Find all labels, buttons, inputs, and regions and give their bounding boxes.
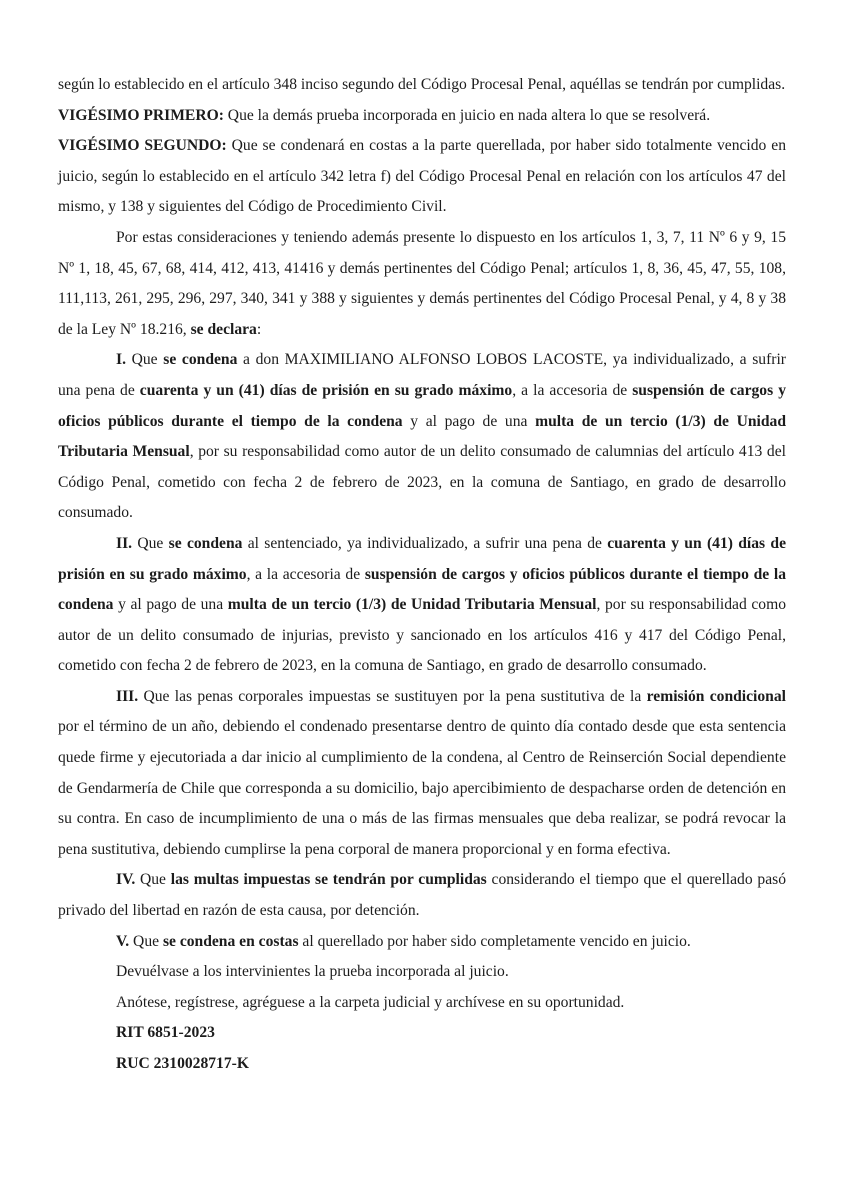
resolution-item-iii: III. Que las penas corporales impuestas se sustituyen por la pena sustitutiva de la remisión condicional por el término de un año, debiendo el condenado presentarse dentro de quinto día contado desde que esta sentencia quede firme y ejecutoriada a dar inicio al cumplimiento de la condena, al Centro de Reinserción Social dependiente de Gendarmería de Chile que corresponda a su domicilio, bajo apercibimiento de despacharse orden de detención en su contra. En caso de incumplimiento de una o más de las firmas mensuales que deba realizar, se podrá revocar la pena sustitutiva, debiendo cumplirse la pena corporal de manera proporcional y en forma efectiva. bbox=[58, 687, 786, 858]
resolution-item-i: I. Que se condena a don MAXIMILIANO ALFONSO LOBOS LACOSTE, ya individualizado, a sufrir una pena de cuarenta y un (41) días de prisión en su grado máximo, a la accesoria de suspensión de cargos y oficios públicos durante el tiempo de la condena y al pago de una multa de un tercio (1/3) de Unidad Tributaria Mensual, por su responsabilidad como autor de un delito consumado de calumnias del artículo 413 del Código Penal, cometido con fecha 2 de febrero de 2023, en la comuna de Santiago, en grado de desarrollo consumado. bbox=[58, 351, 787, 522]
paragraph-anotese: Anótese, regístrese, agréguese a la carpeta judicial y archívese en su oportunidad. bbox=[116, 993, 625, 1011]
section-label: VIGÉSIMO PRIMERO: bbox=[58, 106, 224, 124]
item-number: III. bbox=[116, 687, 139, 705]
item-number: V. bbox=[116, 932, 130, 950]
resolution-item-v: V. Que se condena en costas al querellado por haber sido completamente vencido en juicio. bbox=[116, 932, 691, 950]
resolution-item-iv: IV. Que las multas impuestas se tendrán por cumplidas considerando el tiempo que el querellado pasó privado del libertad en razón de esta causa, por detención. bbox=[58, 871, 787, 920]
paragraph-vigesimo-segundo: VIGÉSIMO SEGUNDO: Que se condenará en costas a la parte querellada, por haber sido totalmente vencido en juicio, según lo establecido en el artículo 342 letra f) del Código Procesal Penal en relación con los artículos 47 del mismo, y 138 y siguientes del Código de Procedimiento Civil. bbox=[58, 137, 787, 216]
ruc-number: RUC 2310028717-K bbox=[116, 1055, 249, 1072]
paragraph-vigesimo-primero: VIGÉSIMO PRIMERO: Que la demás prueba incorporada en juicio en nada altera lo que se resolverá. bbox=[58, 106, 711, 124]
resolution-item-ii: II. Que se condena al sentenciado, ya individualizado, a sufrir una pena de cuarenta y un (41) días de prisión en su grado máximo, a la accesoria de suspensión de cargos y oficios públicos durante el tiempo de la condena y al pago de una multa de un tercio (1/3) de Unidad Tributaria Mensual, por su responsabilidad como autor de un delito consumado de injurias, previsto y sancionado en los artículos 416 y 417 del Código Penal, cometido con fecha 2 de febrero de 2023, en la comuna de Santiago, en grado de desarrollo consumado. bbox=[58, 534, 787, 675]
document-page bbox=[58, 70, 786, 1080]
paragraph-consideraciones: Por estas consideraciones y teniendo además presente lo dispuesto en los artículos 1, 3, 7, 11 Nº 6 y 9, 15 Nº 1, 18, 45, 67, 68, 414, 412, 413, 41416 y demás pertinentes del Código Penal; artículos 1, 8, 36, 45, 47, 55, 108, 111,113, 261, 295, 296, 297, 340, 341 y 388 y siguientes y demás pertinentes del Código Procesal Penal, y 4, 8 y 38 de la Ley Nº 18.216, se declara: bbox=[58, 228, 786, 338]
item-number: IV. bbox=[116, 871, 136, 889]
rit-number: RIT 6851-2023 bbox=[116, 1024, 215, 1042]
paragraph-devuelvase: Devuélvase a los intervinientes la prueba incorporada al juicio. bbox=[116, 963, 509, 981]
section-label: VIGÉSIMO SEGUNDO: bbox=[58, 137, 227, 155]
item-number: I. bbox=[116, 351, 126, 369]
paragraph-continuation: según lo establecido en el artículo 348 inciso segundo del Código Procesal Penal, aquéllas se tendrán por cumplidas. bbox=[58, 76, 786, 93]
item-number: II. bbox=[116, 534, 133, 552]
